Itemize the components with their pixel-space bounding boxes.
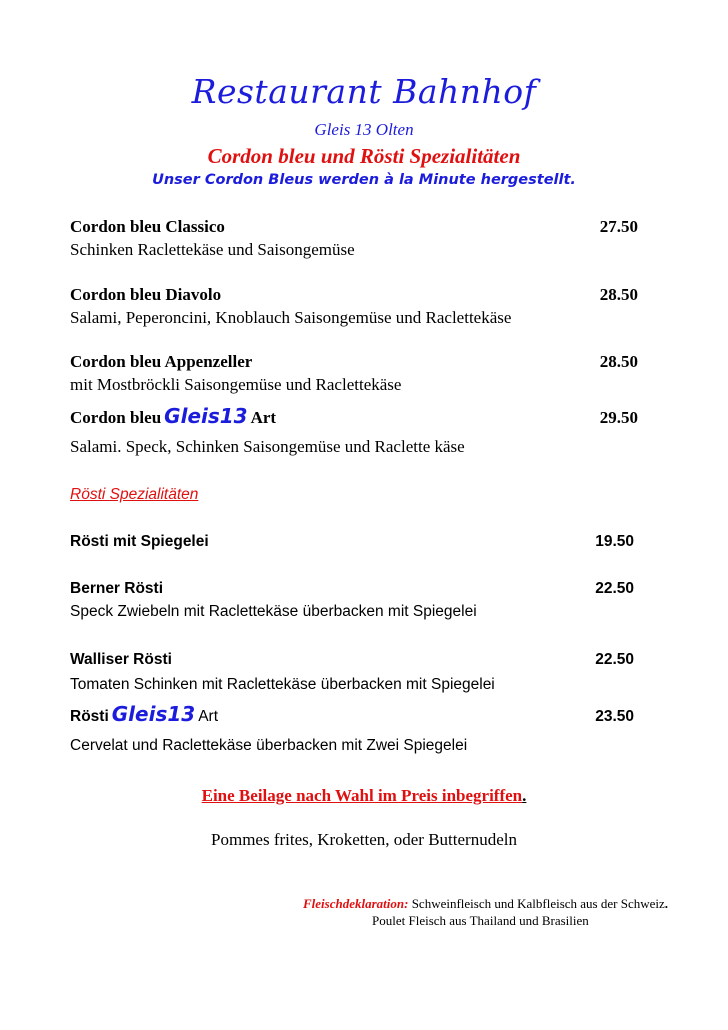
item-description: Cervelat und Raclettekäse überbacken mit Zwei Spiegelei [70,737,468,754]
menu-tagline: Unser Cordon Bleus werden à la Minute hergestellt. [152,172,576,188]
item-description: Schinken Raclettekäse und Saisongemüse [70,240,355,259]
side-dish-note-period: . [522,786,527,805]
side-dish-note-text: Eine Beilage nach Wahl im Preis inbegriffen [201,786,523,805]
item-description: Salami, Peperoncini, Knoblauch Saisongemüse und Raclettekäse [70,308,512,327]
item-description: Salami. Speck, Schinken Saisongemüse und Raclette käse [70,437,465,456]
item-price: 28.50 [599,285,638,304]
item-description: mit Mostbröckli Saisongemüse und Raclettekäse [70,375,402,394]
gleis13-brand: Gleis13 [164,404,248,428]
item-name: Rösti mit Spiegelei [70,533,209,550]
item-price: 22.50 [595,651,634,668]
gleis13-brand: Gleis13 [111,702,196,726]
item-name-suffix: Art [198,708,218,725]
menu-heading: Cordon bleu und Rösti Spezialitäten [207,144,521,168]
item-description: Tomaten Schinken mit Raclettekäse überbacken mit Spiegelei [70,676,495,693]
item-description: Speck Zwiebeln mit Raclettekäse überbacken mit Spiegelei [70,603,477,620]
meat-declaration-line2: Poulet Fleisch aus Thailand und Brasilien [372,913,589,928]
item-name: Cordon bleu Appenzeller [70,352,253,371]
item-price: 27.50 [599,217,638,236]
rosti-section-title: Rösti Spezialitäten [70,486,199,503]
item-price: 28.50 [599,352,638,371]
item-name-gleis13 [70,702,218,726]
meat-declaration-label: Fleischdeklaration: [302,896,409,911]
meat-declaration-period: . [664,896,668,911]
item-name: Berner Rösti [70,580,164,597]
restaurant-title: Restaurant Bahnhof [191,72,537,111]
meat-declaration-line1: Schweinfleisch und Kalbfleisch aus der Schweiz [411,896,665,911]
item-name-prefix: Cordon bleu [70,408,162,427]
item-price: 22.50 [595,580,634,597]
side-dish-note [0,786,728,806]
item-price: 29.50 [599,408,638,427]
meat-declaration [303,896,668,912]
item-name-suffix: Art [250,408,277,427]
item-name-gleis13 [70,404,276,428]
item-price: 19.50 [595,533,634,550]
item-name: Cordon bleu Diavolo [70,285,222,304]
item-price: 23.50 [595,708,634,725]
restaurant-subtitle: Gleis 13 Olten [314,120,414,139]
side-dish-options: Pommes frites, Kroketten, oder Butternudeln [211,830,517,849]
item-name-prefix: Rösti [70,708,109,725]
item-name: Cordon bleu Classico [70,217,225,236]
item-name: Walliser Rösti [70,651,172,668]
